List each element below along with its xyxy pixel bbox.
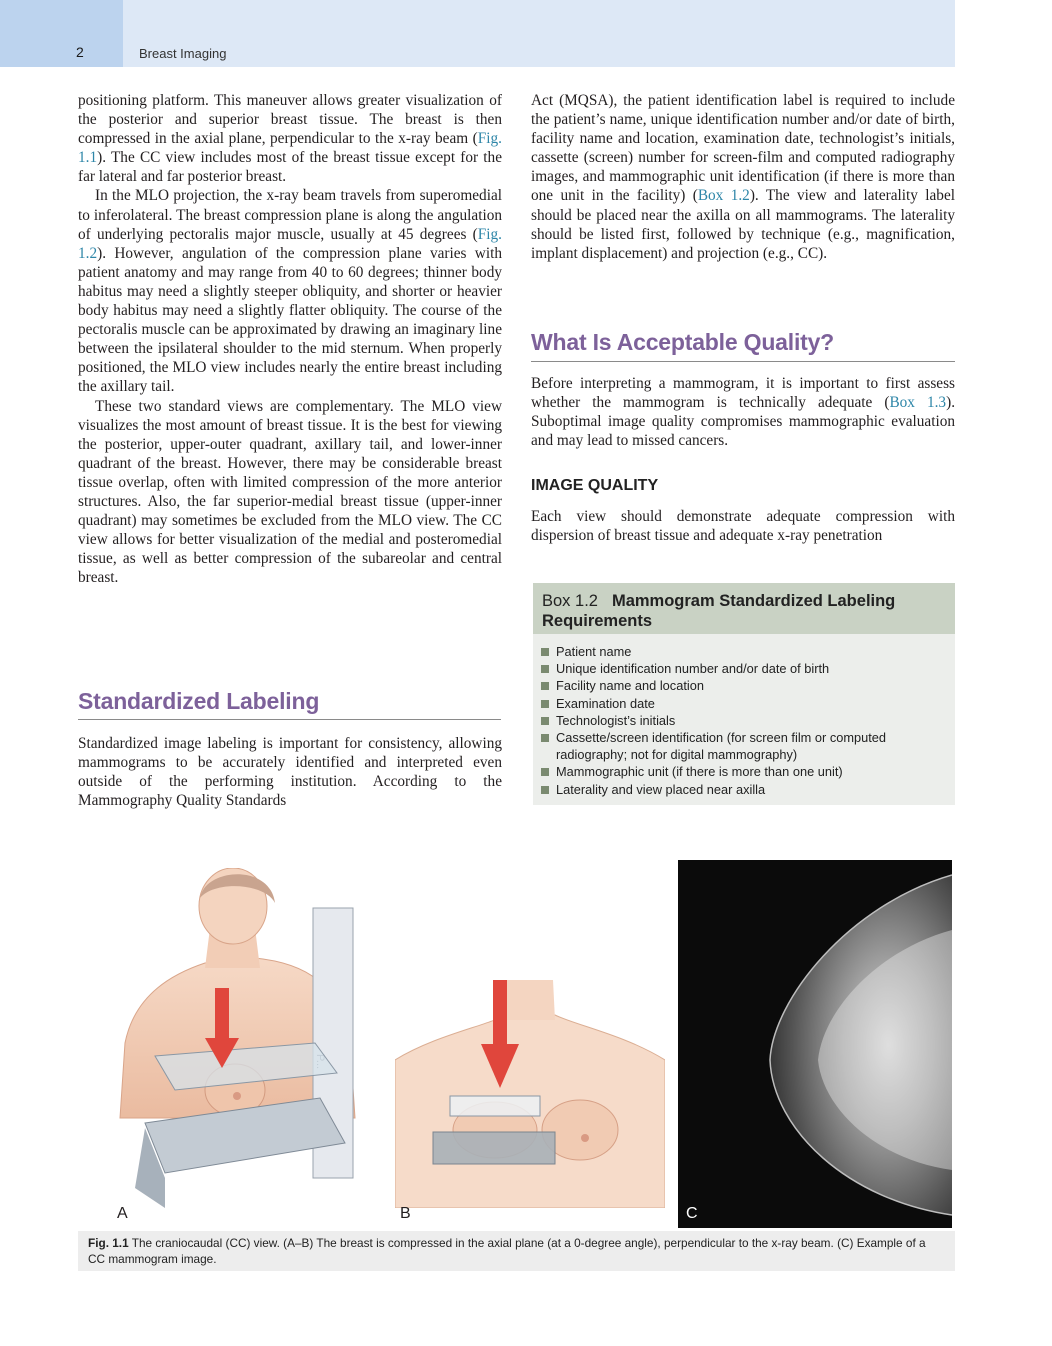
paragraph	[531, 91, 955, 263]
caption-text	[88, 1235, 945, 1267]
box-header	[533, 583, 955, 634]
square-bullet-icon	[541, 665, 549, 673]
caption-body: The craniocaudal (CC) view. (A–B) The breast is compressed in the axial plane (at a 0-degree angle), perpendicular to the x-ray beam. (C) Example of a CC mammogram image.	[88, 1236, 926, 1266]
box-1-2	[533, 583, 955, 805]
box-list-item-text: Mammographic unit (if there is more than one unit)	[556, 764, 843, 780]
text-run: In the MLO projection, the x-ray beam travels from superomedial to inferolateral. The breast compression plane is along the angulation of underlying pectoralis major muscle, usually at 45 degrees (	[78, 187, 502, 243]
caption-label: Fig. 1.1	[88, 1236, 129, 1250]
paragraph: Each view should demonstrate adequate compression with dispersion of breast tissue and adequate x-ray penetration	[531, 508, 955, 545]
running-head: Breast Imaging	[139, 46, 227, 61]
neck	[505, 980, 555, 1020]
page-header-tab	[0, 0, 123, 67]
box-link[interactable]: Box 1.2	[697, 187, 750, 205]
square-bullet-icon	[541, 717, 549, 725]
box-list-item-text: Examination date	[556, 695, 655, 711]
left-column-lower-text	[78, 734, 502, 810]
box-list-item	[541, 763, 946, 780]
square-bullet-icon	[541, 768, 549, 776]
compression-paddle	[450, 1096, 540, 1116]
box-list-item	[541, 712, 946, 729]
text-run: Act (MQSA), the patient identification label is required to include the patient’s name, unique identification number and/or date of birth, facility name and location, examination date, technologist’s initials, cassette (screen) number for screen-film and computed radiography images, and mammographic unit identification (if there is more than one unit in the facility) (	[531, 92, 955, 205]
box-list-item	[541, 677, 946, 694]
box-list-item-text: Cassette/screen identification (for screen film or computed radiography; not for digital mammography)	[556, 730, 887, 763]
figure-caption	[78, 1231, 955, 1271]
heading-rule	[531, 361, 955, 362]
square-bullet-icon	[541, 786, 549, 794]
panel-letter-b: B	[400, 1205, 411, 1222]
box-title	[542, 591, 942, 631]
panel-letter-a: A	[117, 1205, 128, 1222]
figure-panel-b-illustration	[395, 980, 665, 1208]
box-list-item-text: Technologist’s initials	[556, 712, 676, 728]
paragraph	[78, 186, 502, 396]
box-list-item	[541, 695, 946, 712]
text-run: ). Suboptimal image quality compromises mammographic evaluation and may lead to missed cancers.	[531, 394, 956, 450]
text-run: Before interpreting a mammogram, it is important to first assess whether the mammogram is technically adequate (	[531, 375, 955, 412]
figure-panel-a-illustration	[105, 868, 375, 1208]
paragraph: Standardized image labeling is important for consistency, allowing mammograms to be accurately identified and interpreted even outside of the performing institution. According to the Mammography Quality Standards	[78, 735, 502, 810]
right-nipple	[581, 1134, 589, 1142]
box-list-item-text: Unique identification number and/or date of birth	[556, 661, 830, 677]
nipple	[233, 1092, 241, 1100]
text-run: ). The CC view includes most of the breast tissue except for the far lateral and far posterior breast.	[78, 149, 502, 186]
figure-link[interactable]: Fig. 1.1	[78, 130, 502, 167]
box-list-item	[541, 729, 946, 763]
box-list-item	[541, 643, 946, 660]
square-bullet-icon	[541, 682, 549, 690]
box-list	[541, 643, 946, 798]
box-title-text: Mammogram Standardized Labeling Requirements	[542, 592, 896, 630]
paragraph: These two standard views are complementary. The MLO view visualizes the most amount of breast tissue. It is the best for viewing the posterior, upper-outer quadrant, axillary tail, and lower-inner quadrant of the breast. However, there may be considerable breast tissue overlap, often with limited compression of the more anterior structures. Also, the far superior-medial breast tissue (upper-inner quadrant) may sometimes be excluded from the MLO view. The CC view allows for better visualization of the medial and posteromedial tissue, as well as better compression of the subareolar and central breast.	[78, 397, 502, 587]
square-bullet-icon	[541, 700, 549, 708]
paragraph	[531, 374, 955, 450]
text-run: ). The view and laterality label should be placed near the axilla on all mammograms. The laterality should be listed first, followed by technique (e.g., magnification, implant displacement) and projection (e.g., CC).	[531, 187, 955, 262]
square-bullet-icon	[541, 734, 549, 742]
box-list-item-text: Patient name	[556, 644, 632, 659]
box-number: Box 1.2	[542, 592, 598, 610]
box-list-item	[541, 781, 946, 798]
figure-panel-c-mammogram	[678, 860, 952, 1228]
box-list-item-text: Laterality and view placed near axilla	[556, 781, 766, 797]
text-run: positioning platform. This maneuver allows greater visualization of the posterior and superior breast tissue. The breast is then compressed in the axial plane, perpendicular to the x-ray beam (	[78, 92, 502, 148]
box-list-item	[541, 660, 946, 677]
section-heading-acceptable-quality: What Is Acceptable Quality?	[531, 329, 835, 355]
image-receptor	[433, 1132, 555, 1164]
beam-arrow-shaft	[215, 988, 229, 1043]
text-run: ). However, angulation of the compression plane varies with patient anatomy and may range from 40 to 60 degrees; thinner body habitus may need a slightly steeper obliquity, and shorter or heavier body habitus may need a slightly flatter obliquity. The course of the pectoralis muscle can be approximated by drawing an imaginary line between the ipsilateral shoulder to the mid sternum. When properly positioned, the MLO view includes nearly the entire breast including the axillary tail.	[78, 244, 502, 396]
figure-link[interactable]: Fig. 1.2	[78, 225, 502, 262]
subheading-image-quality: IMAGE QUALITY	[531, 477, 659, 494]
box-link[interactable]: Box 1.3	[889, 394, 947, 412]
right-column-text	[531, 91, 955, 263]
section-heading-standardized-labeling: Standardized Labeling	[78, 688, 320, 714]
square-bullet-icon	[541, 648, 549, 656]
right-column-image-quality-text	[531, 507, 955, 545]
left-column-text	[78, 91, 502, 587]
heading-rule	[78, 719, 501, 720]
panel-letter-c: C	[686, 1205, 698, 1222]
paragraph	[78, 91, 502, 186]
beam-arrow-shaft	[493, 980, 507, 1050]
right-column-quality-text	[531, 374, 955, 450]
page-number: 2	[76, 44, 84, 60]
box-list-item-text: Facility name and location	[556, 678, 704, 694]
